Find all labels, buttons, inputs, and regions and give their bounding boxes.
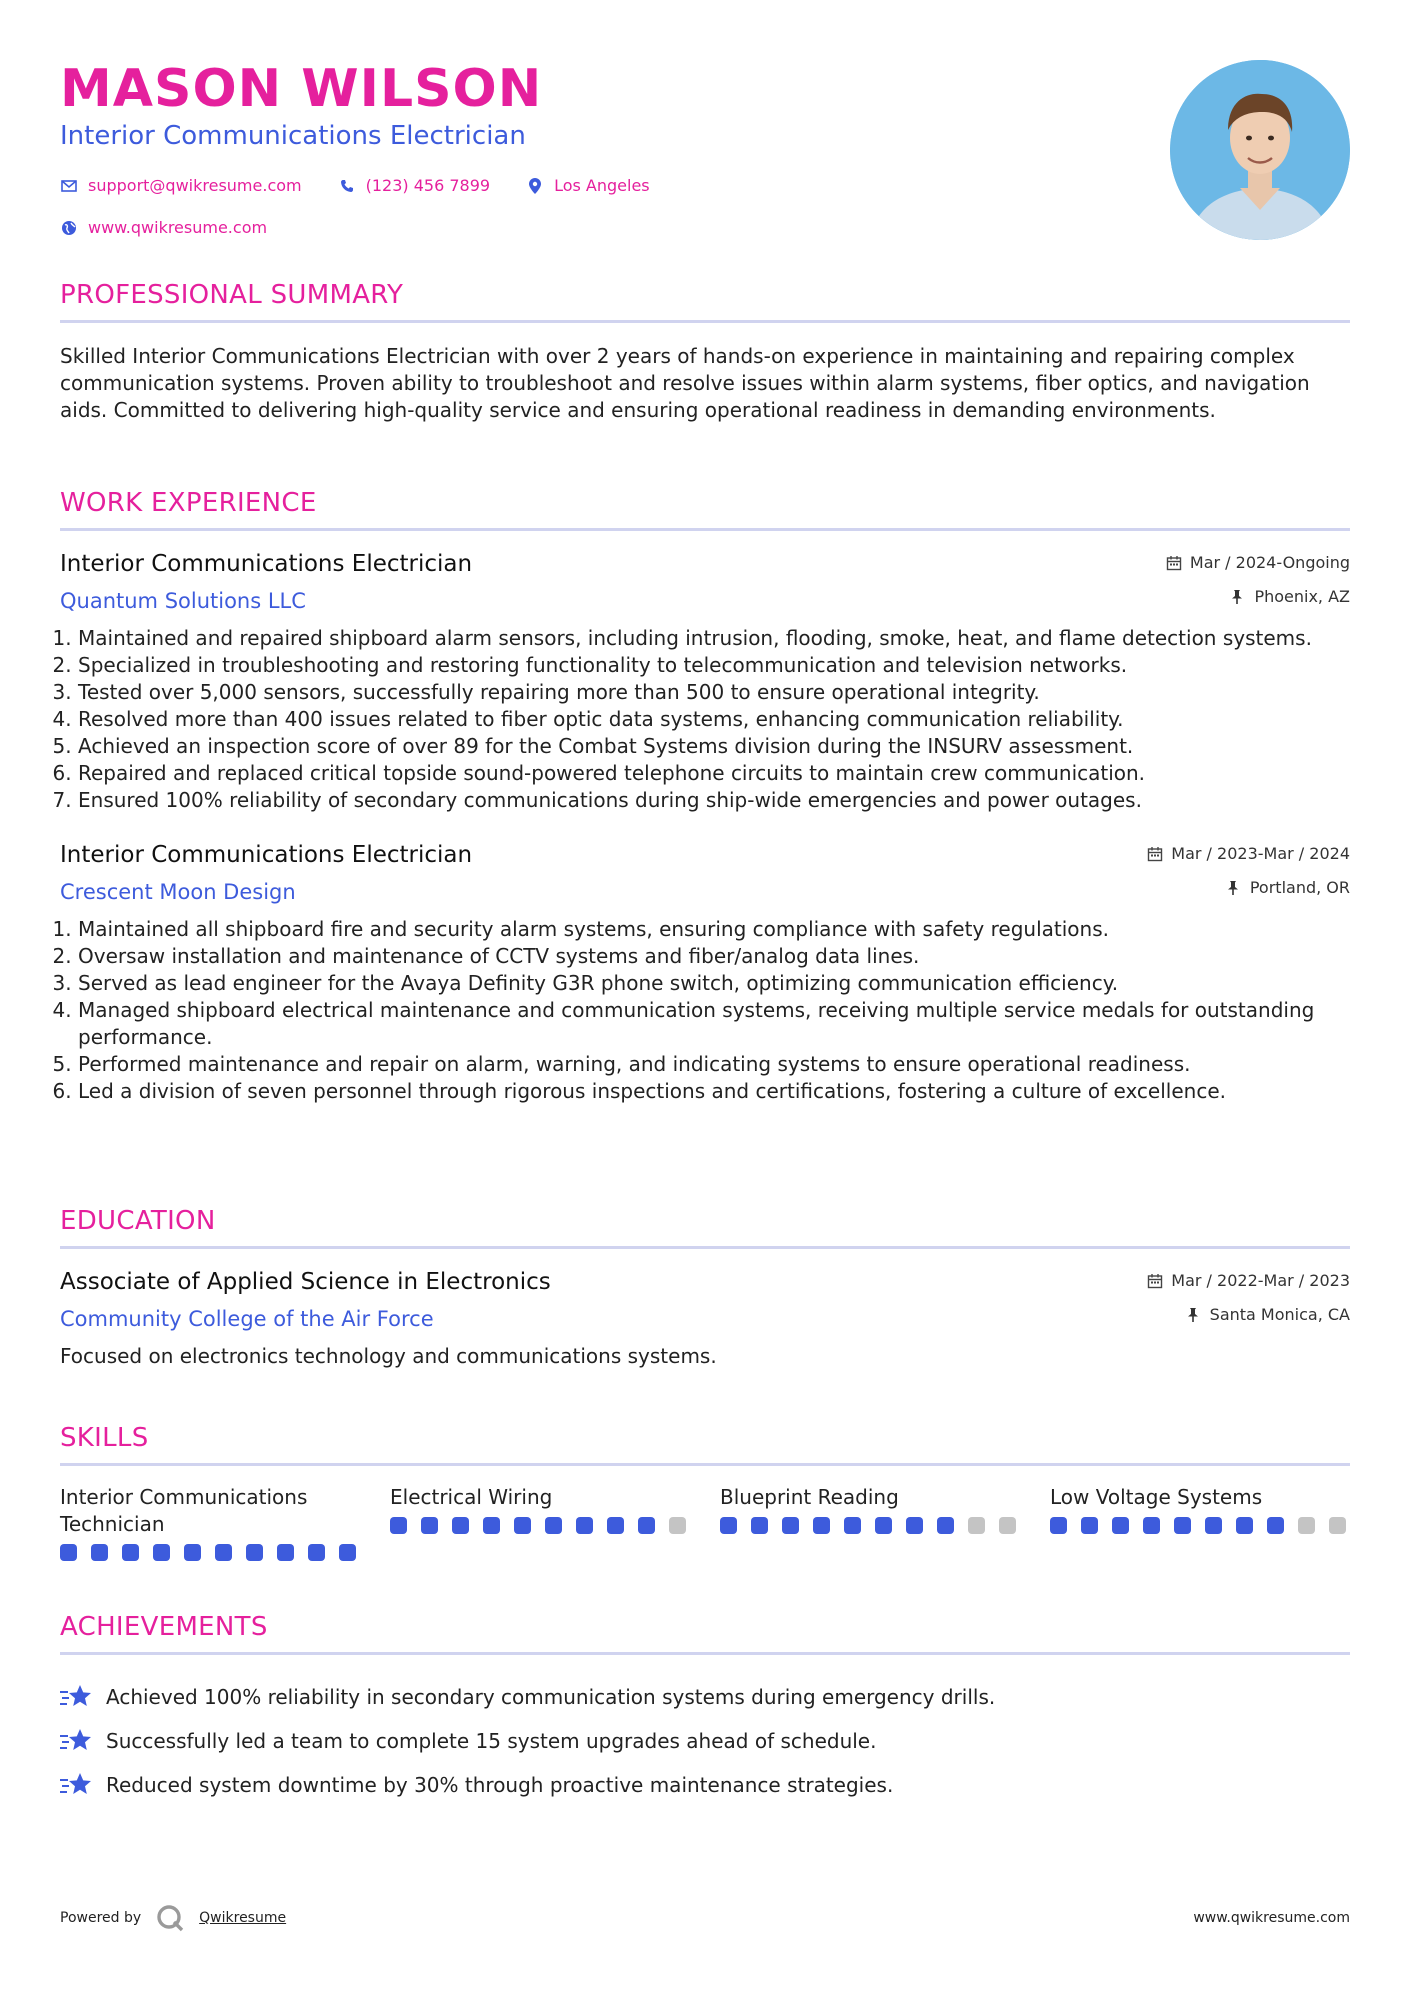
map-pin-icon — [526, 177, 544, 195]
section-heading: WORK EXPERIENCE — [60, 488, 317, 518]
job-header — [60, 549, 1350, 625]
list-item: 1. Maintained all shipboard fire and security alarm systems, ensuring compliance with safety regulations. — [78, 916, 1350, 943]
company-name: Crescent Moon Design — [60, 880, 296, 904]
education-location — [1186, 1305, 1350, 1324]
skill-dot-filled — [782, 1517, 799, 1534]
summary-text: Skilled Interior Communications Electrician with over 2 years of hands-on experience in maintaining and repairing complex communication systems. Proven ability to troubleshoot and resolve issues within alarm systems, fiber optics, and navigation aids. Committed to delivering high-quality service and ensuring operational readiness in demanding environments. — [60, 344, 1310, 422]
calendar-icon — [1166, 555, 1182, 571]
skill-name: Low Voltage Systems — [1050, 1485, 1263, 1509]
skill-dot-filled — [1112, 1517, 1129, 1534]
education-header — [60, 1267, 1350, 1343]
skill-dot-empty — [1298, 1517, 1315, 1534]
experience-section — [60, 486, 1350, 1105]
achievement-text: Reduced system downtime by 30% through proactive maintenance strategies. — [106, 1773, 894, 1797]
list-item: 2. Oversaw installation and maintenance of CCTV systems and fiber/analog data lines. — [78, 943, 1350, 970]
section-heading: PROFESSIONAL SUMMARY — [60, 280, 404, 310]
section-divider — [60, 320, 1350, 323]
calendar-icon — [1147, 1273, 1163, 1289]
company-name: Quantum Solutions LLC — [60, 589, 306, 613]
pushpin-icon — [1230, 589, 1246, 605]
job-bullets — [60, 625, 1350, 814]
email-link[interactable]: support@qwikresume.com — [88, 176, 302, 195]
section-heading: EDUCATION — [60, 1206, 216, 1236]
skills-section — [60, 1421, 1350, 1561]
brand-link[interactable]: Qwikresume — [199, 1910, 287, 1926]
job-location — [1226, 878, 1350, 897]
pushpin-icon — [1186, 1307, 1202, 1323]
skill-rating — [720, 1517, 1020, 1534]
section-divider — [60, 1246, 1350, 1249]
skill-rating — [1050, 1517, 1350, 1534]
skill-dot-filled — [390, 1517, 407, 1534]
skill-dot-filled — [1236, 1517, 1253, 1534]
job-header — [60, 840, 1350, 916]
job-date — [1166, 553, 1350, 572]
job-location-text: Phoenix, AZ — [1254, 587, 1350, 606]
skills-grid — [60, 1484, 1350, 1561]
list-item: 3. Served as lead engineer for the Avaya Definity G3R phone switch, optimizing communication efficiency. — [78, 970, 1350, 997]
section-divider — [60, 1652, 1350, 1655]
summary-section — [60, 278, 1350, 424]
contact-row-secondary — [60, 218, 267, 237]
skill-dot-filled — [514, 1517, 531, 1534]
skill-dot-empty — [999, 1517, 1016, 1534]
list-item: 3. Tested over 5,000 sensors, successfully repairing more than 500 to ensure operational integrity. — [78, 679, 1350, 706]
calendar-icon — [1147, 846, 1163, 862]
skill-dot-filled — [607, 1517, 624, 1534]
candidate-name: MASON WILSON — [60, 59, 543, 119]
school-name: Community College of the Air Force — [60, 1307, 434, 1331]
degree-title: Associate of Applied Science in Electronics — [60, 1269, 551, 1295]
skill-dot-filled — [308, 1544, 325, 1561]
education-section — [60, 1204, 1350, 1370]
list-item — [60, 1763, 1350, 1807]
skill-dot-filled — [906, 1517, 923, 1534]
skill-dot-filled — [122, 1544, 139, 1561]
globe-icon — [60, 219, 78, 237]
job-title: Interior Communications Electrician — [60, 551, 473, 577]
achievement-text: Successfully led a team to complete 15 system upgrades ahead of schedule. — [106, 1729, 877, 1753]
section-divider — [60, 528, 1350, 531]
location-text: Los Angeles — [554, 176, 650, 195]
list-item: 5. Performed maintenance and repair on alarm, warning, and indicating systems to ensure operational readiness. — [78, 1051, 1350, 1078]
envelope-icon — [60, 177, 78, 195]
phone-icon — [338, 177, 356, 195]
list-item: 6. Led a division of seven personnel through rigorous inspections and certifications, fostering a culture of excellence. — [78, 1078, 1350, 1105]
skill-item — [1050, 1484, 1350, 1561]
skill-dot-filled — [60, 1544, 77, 1561]
skill-item — [390, 1484, 690, 1561]
star-icon — [60, 1771, 92, 1799]
skill-name: Blueprint Reading — [720, 1485, 899, 1509]
skill-dot-filled — [1081, 1517, 1098, 1534]
phone-number[interactable]: (123) 456 7899 — [365, 176, 491, 195]
resume-page — [60, 0, 1350, 1990]
skill-dot-filled — [638, 1517, 655, 1534]
resume-header — [60, 56, 1350, 256]
skill-dot-filled — [844, 1517, 861, 1534]
list-item: 4. Managed shipboard electrical maintenance and communication systems, receiving multiple service medals for outstanding performance. — [78, 997, 1350, 1051]
skill-dot-filled — [875, 1517, 892, 1534]
skill-dot-filled — [1205, 1517, 1222, 1534]
powered-by-label: Powered by — [60, 1910, 142, 1926]
job-bullets — [60, 916, 1350, 1105]
job-date-text: Mar / 2023-Mar / 2024 — [1171, 844, 1350, 863]
section-heading: SKILLS — [60, 1423, 149, 1453]
job-title: Interior Communications Electrician — [60, 842, 473, 868]
education-location-text: Santa Monica, CA — [1209, 1305, 1350, 1324]
pushpin-icon — [1226, 880, 1242, 896]
skill-dot-filled — [751, 1517, 768, 1534]
skill-dot-filled — [339, 1544, 356, 1561]
contact-row-primary — [60, 176, 650, 195]
list-item — [60, 1675, 1350, 1719]
skill-dot-filled — [813, 1517, 830, 1534]
footer-website[interactable]: www.qwikresume.com — [1193, 1910, 1350, 1926]
skill-dot-filled — [545, 1517, 562, 1534]
education-description: Focused on electronics technology and communications systems. — [60, 1344, 717, 1368]
job-date — [1147, 844, 1350, 863]
education-entry — [60, 1267, 1350, 1370]
skill-name: Interior Communications Technician — [60, 1485, 308, 1536]
section-divider — [60, 1463, 1350, 1466]
skill-dot-filled — [184, 1544, 201, 1561]
skill-rating — [390, 1517, 690, 1534]
qwikresume-logo-icon — [155, 1903, 185, 1933]
education-date-text: Mar / 2022-Mar / 2023 — [1171, 1271, 1350, 1290]
list-item: 1. Maintained and repaired shipboard alarm sensors, including intrusion, flooding, smoke, heat, and flame detection systems. — [78, 625, 1350, 652]
website-link[interactable]: www.qwikresume.com — [88, 218, 268, 237]
skill-dot-filled — [576, 1517, 593, 1534]
job-location-text: Portland, OR — [1249, 878, 1350, 897]
avatar — [1170, 60, 1350, 240]
footer — [60, 1898, 1350, 1938]
skill-dot-filled — [1143, 1517, 1160, 1534]
achievements-section — [60, 1610, 1350, 1807]
list-item: 4. Resolved more than 400 issues related to fiber optic data systems, enhancing communication reliability. — [78, 706, 1350, 733]
skill-item — [720, 1484, 1020, 1561]
star-icon — [60, 1683, 92, 1711]
skill-dot-filled — [153, 1544, 170, 1561]
powered-by — [60, 1898, 286, 1938]
job-entry — [60, 549, 1350, 814]
skill-dot-filled — [937, 1517, 954, 1534]
skill-name: Electrical Wiring — [390, 1485, 553, 1509]
skill-dot-filled — [1267, 1517, 1284, 1534]
skill-dot-filled — [720, 1517, 737, 1534]
list-item: 2. Specialized in troubleshooting and restoring functionality to telecommunication and television networks. — [78, 652, 1350, 679]
skill-dot-filled — [1174, 1517, 1191, 1534]
skill-dot-filled — [277, 1544, 294, 1561]
star-icon — [60, 1727, 92, 1755]
job-entry — [60, 840, 1350, 1105]
skill-dot-empty — [1329, 1517, 1346, 1534]
skill-dot-filled — [483, 1517, 500, 1534]
list-item — [60, 1719, 1350, 1763]
skill-rating — [60, 1544, 360, 1561]
skill-dot-empty — [968, 1517, 985, 1534]
list-item: 6. Repaired and replaced critical topside sound-powered telephone circuits to maintain crew communication. — [78, 760, 1350, 787]
skill-dot-filled — [246, 1544, 263, 1561]
skill-dot-filled — [1050, 1517, 1067, 1534]
skill-dot-empty — [669, 1517, 686, 1534]
list-item: 5. Achieved an inspection score of over 89 for the Combat Systems division during the INSURV assessment. — [78, 733, 1350, 760]
section-heading: ACHIEVEMENTS — [60, 1612, 268, 1642]
achievement-text: Achieved 100% reliability in secondary communication systems during emergency drills. — [106, 1685, 996, 1709]
job-location — [1230, 587, 1350, 606]
skill-dot-filled — [91, 1544, 108, 1561]
skill-item — [60, 1484, 360, 1561]
job-date-text: Mar / 2024-Ongoing — [1189, 553, 1350, 572]
skill-dot-filled — [421, 1517, 438, 1534]
skill-dot-filled — [452, 1517, 469, 1534]
list-item: 7. Ensured 100% reliability of secondary communications during ship-wide emergencies and power outages. — [78, 787, 1350, 814]
achievements-list — [60, 1675, 1350, 1807]
candidate-title: Interior Communications Electrician — [60, 121, 526, 151]
skill-dot-filled — [215, 1544, 232, 1561]
education-date — [1147, 1271, 1350, 1290]
